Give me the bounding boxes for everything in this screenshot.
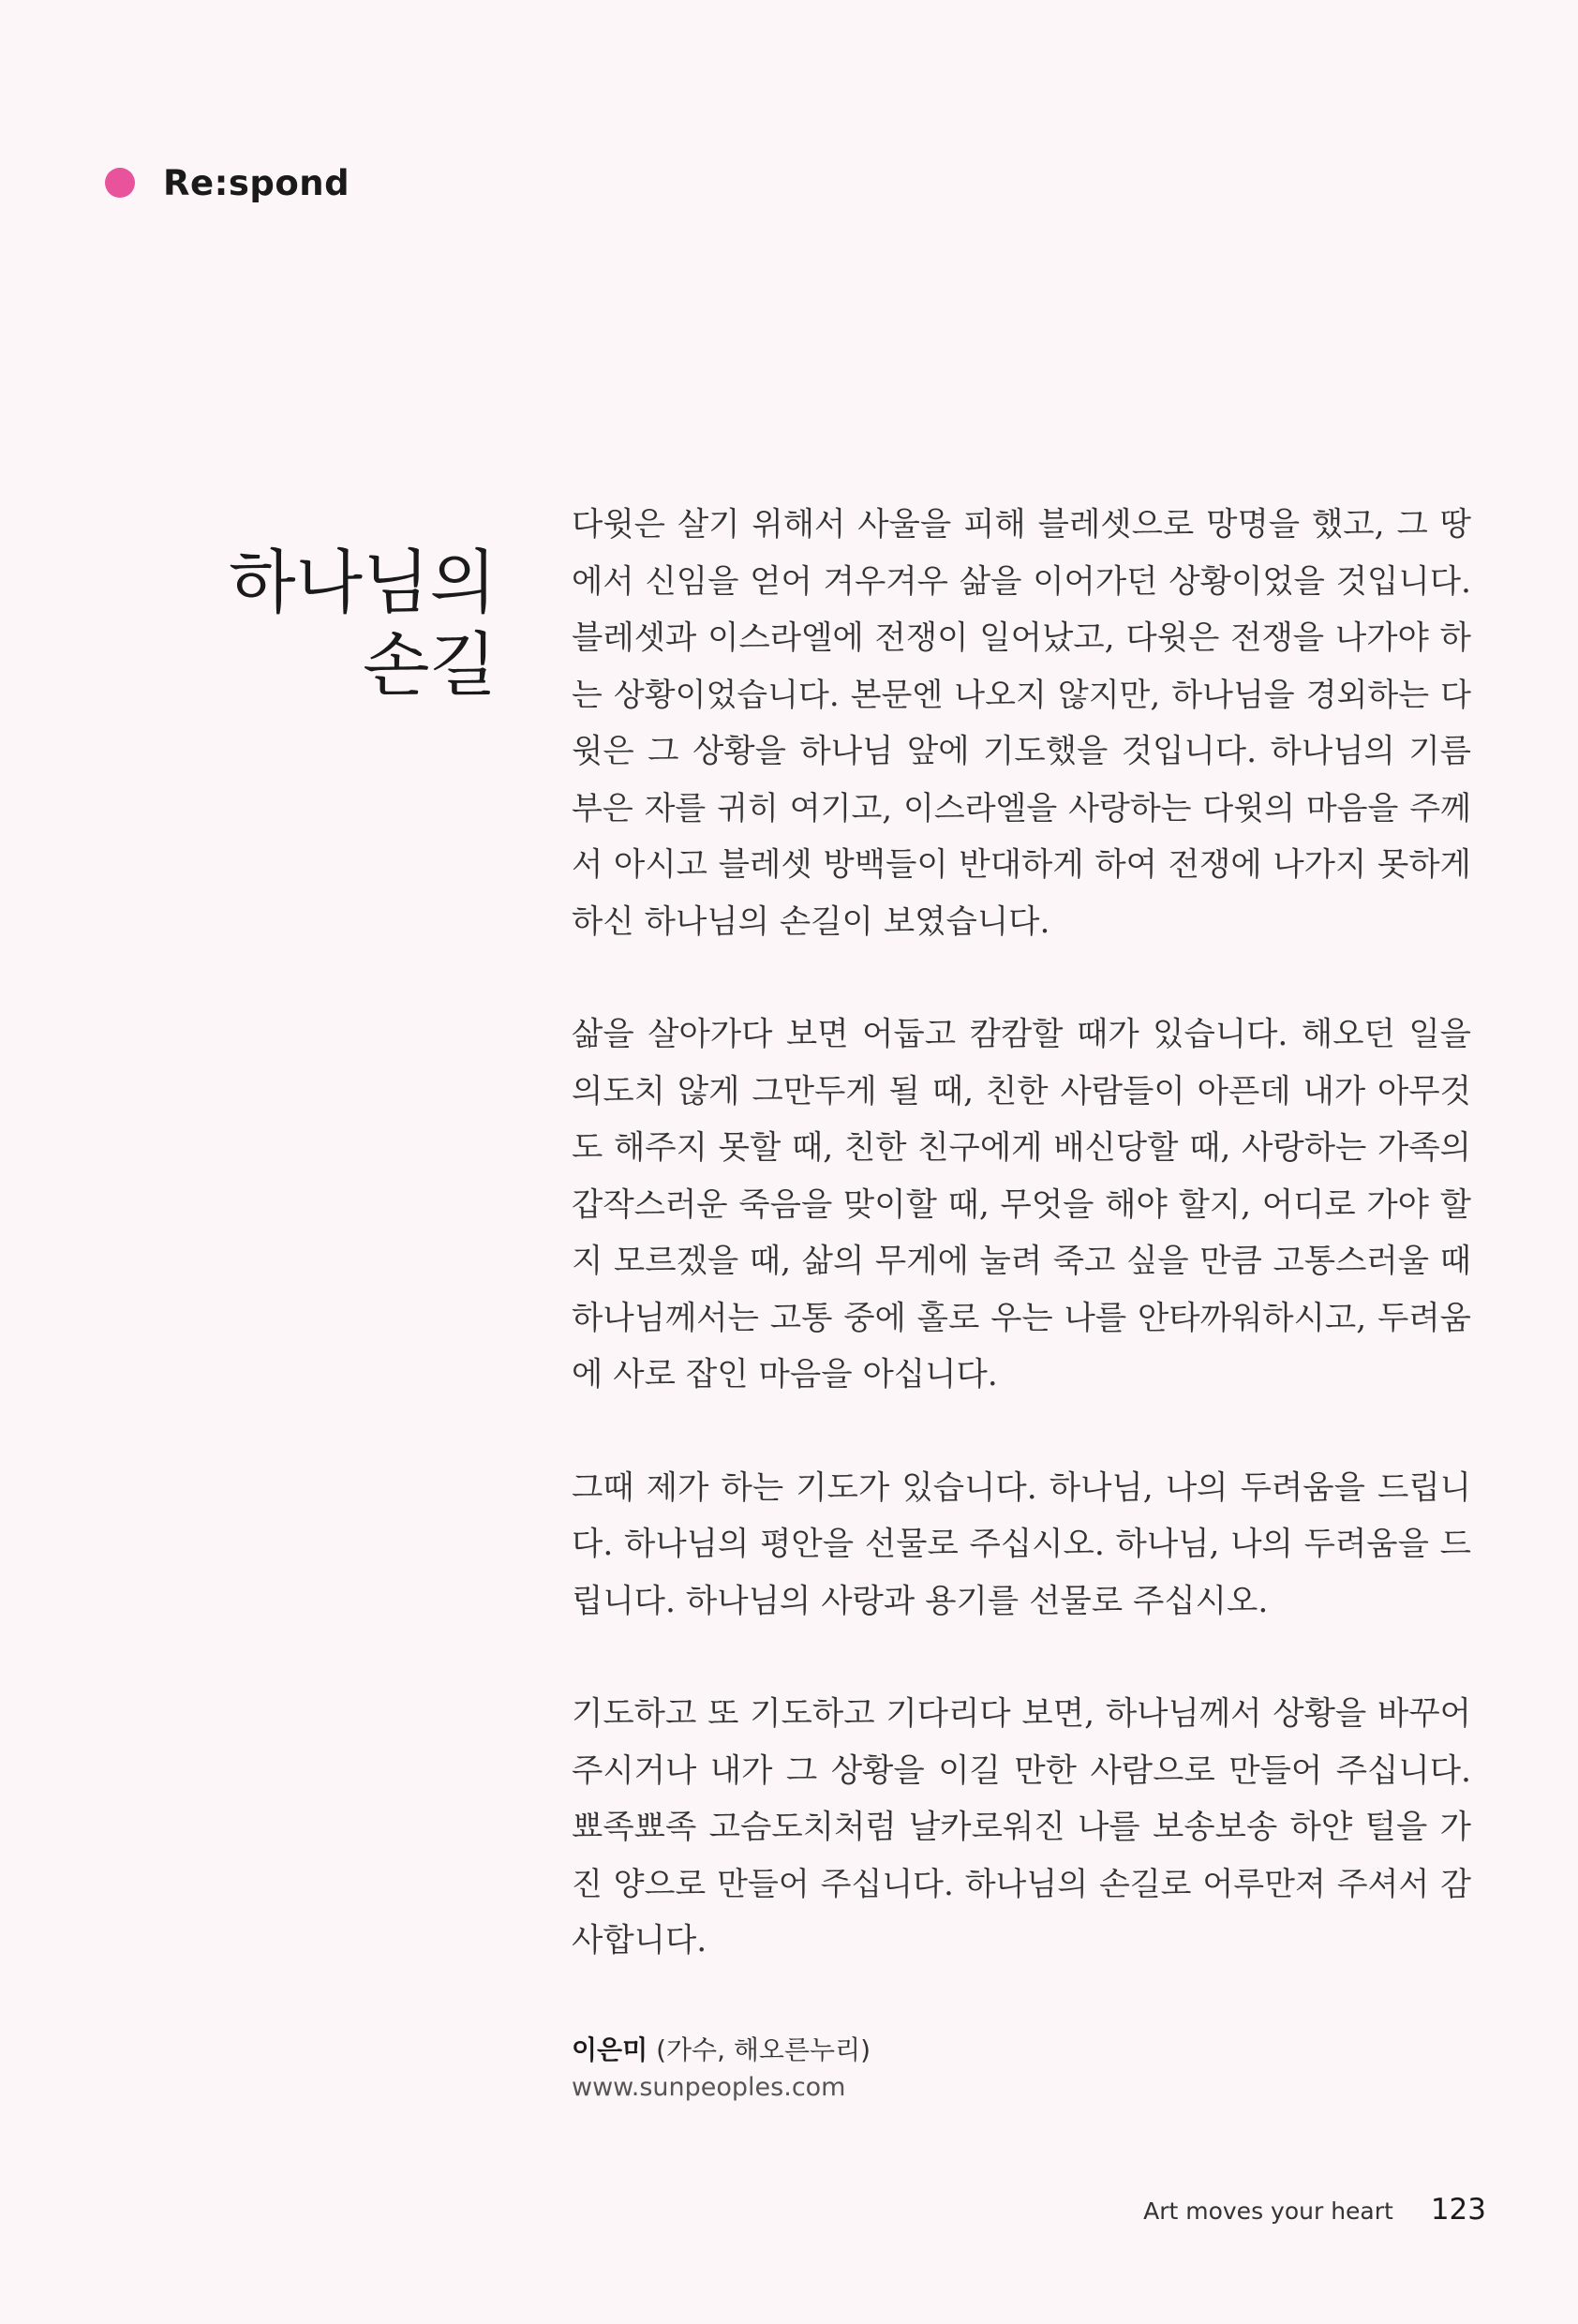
paragraph-line: 삶을 살아가다 보면 어둡고 캄캄할 때가 있습니다. 해오던 일을: [572, 1016, 1471, 1053]
article-body: [572, 497, 1471, 2026]
author-block: [572, 2030, 871, 2105]
paragraph-line: 하신 하나님의 손길이 보였습니다.: [572, 902, 1050, 941]
paragraph-line: 진 양으로 만들어 주십니다. 하나님의 손길로 어루만져 주셔서 감: [572, 1865, 1471, 1903]
paragraph-line: 다. 하나님의 평안을 선물로 주십시오. 하나님, 나의 두려움을 드: [572, 1526, 1471, 1563]
paragraph-line: 블레셋과 이스라엘에 전쟁이 일어났고, 다윗은 전쟁을 나가야 하: [572, 619, 1471, 657]
paragraph-line: 에서 신임을 얻어 겨우겨우 삶을 이어가던 상황이었을 것입니다.: [572, 562, 1471, 601]
paragraph-line: 사합니다.: [572, 1922, 707, 1959]
paragraph-line: 다윗은 살기 위해서 사울을 피해 블레셋으로 망명을 했고, 그 땅: [572, 506, 1471, 544]
paragraph-line: 주시거나 내가 그 상황을 이길 만한 사람으로 만들어 주십니다.: [572, 1751, 1471, 1790]
section-label: [105, 159, 350, 206]
paragraph-line: 서 아시고 블레셋 방백들이 반대하게 하여 전쟁에 나가지 못하게: [572, 846, 1471, 884]
section-dot-icon: [105, 168, 135, 198]
paragraph: [572, 497, 1471, 950]
paragraph-line: 도 해주지 못할 때, 친한 친구에게 배신당할 때, 사랑하는 가족의: [572, 1129, 1471, 1167]
paragraph-line: 갑작스러운 죽음을 맞이할 때, 무엇을 해야 할지, 어디로 가야 할: [572, 1185, 1471, 1224]
paragraph-line: 는 상황이었습니다. 본문엔 나오지 않지만, 하나님을 경외하는 다: [572, 676, 1471, 714]
page-footer: [1143, 2193, 1486, 2227]
paragraph-line: 부은 자를 귀히 여기고, 이스라엘을 사랑하는 다윗의 마음을 주께: [572, 789, 1471, 827]
paragraph-line: 지 모르겠을 때, 삶의 무게에 눌려 죽고 싶을 만큼 고통스러울 때: [572, 1243, 1471, 1280]
author-affiliation: (가수, 해오른누리): [656, 2034, 871, 2065]
paragraph-line: 립니다. 하나님의 사랑과 용기를 선물로 주십시오.: [572, 1582, 1269, 1620]
section-label-text: Re:spond: [163, 162, 350, 203]
article-title: [229, 542, 497, 707]
paragraph-line: 뾰족뾰족 고슴도치처럼 날카로워진 나를 보송보송 하얀 털을 가: [572, 1809, 1471, 1846]
paragraph-line: 기도하고 또 기도하고 기다리다 보면, 하나님께서 상황을 바꾸어: [572, 1695, 1471, 1733]
paragraph-line: 윗은 그 상황을 하나님 앞에 기도했을 것입니다. 하나님의 기름: [572, 733, 1471, 770]
page-number: 123: [1430, 2193, 1486, 2227]
paragraph-line: 에 사로 잡인 마음을 아십니다.: [572, 1356, 998, 1393]
author-line: [572, 2030, 871, 2071]
paragraph: [572, 1006, 1471, 1404]
paragraph: [572, 1460, 1471, 1631]
paragraph-line: 의도치 않게 그만두게 될 때, 친한 사람들이 아픈데 내가 아무것: [572, 1072, 1471, 1110]
paragraph-line: 하나님께서는 고통 중에 홀로 우는 나를 안타까워하시고, 두려움: [572, 1299, 1471, 1337]
paragraph-line: 그때 제가 하는 기도가 있습니다. 하나님, 나의 두려움을 드립니: [572, 1468, 1471, 1507]
paragraph: [572, 1686, 1471, 1970]
author-name: 이은미: [572, 2034, 648, 2065]
author-url: www.sunpeoples.com: [572, 2073, 846, 2102]
footer-tagline: Art moves your heart: [1143, 2197, 1393, 2225]
article-title-line-2: 손길: [363, 624, 497, 706]
article-title-line-1: 하나님의: [229, 542, 497, 623]
